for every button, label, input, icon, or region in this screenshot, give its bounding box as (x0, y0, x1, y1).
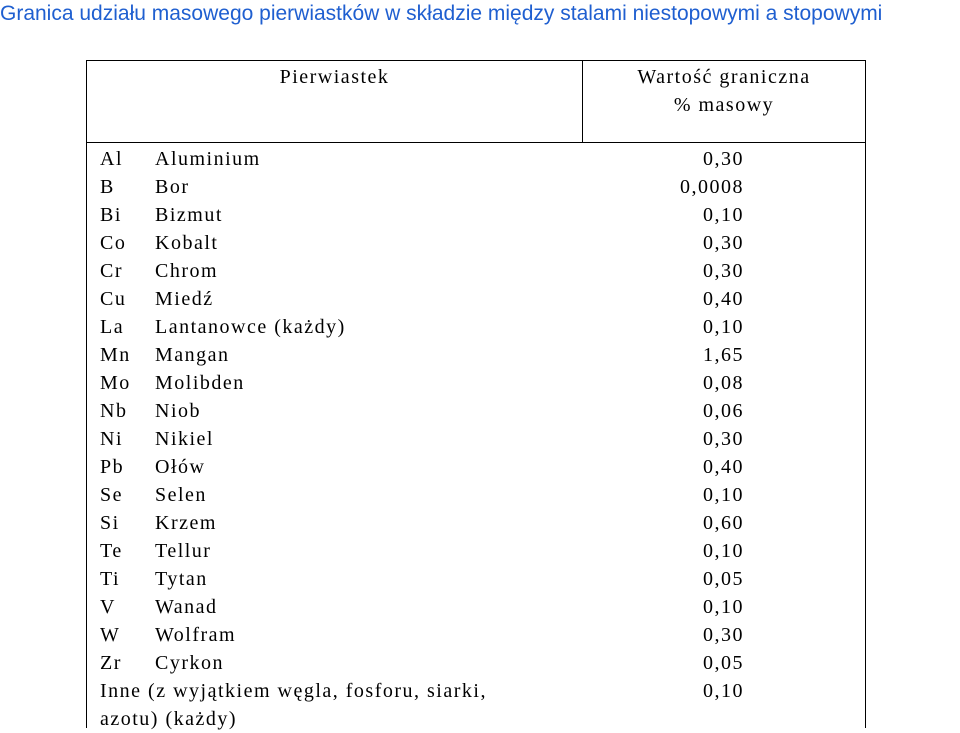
elements-table (86, 60, 866, 728)
element-symbol: Cu (100, 288, 127, 310)
element-name: Kobalt (155, 232, 219, 254)
element-symbol: B (100, 176, 115, 198)
element-name: Krzem (155, 512, 217, 534)
limit-value: 0,10 (703, 204, 744, 226)
table-row (87, 173, 865, 201)
limit-value: 0,05 (703, 568, 744, 590)
limit-value: 0,05 (703, 652, 744, 674)
table-row (87, 649, 865, 677)
table-row (87, 369, 865, 397)
table-row (87, 341, 865, 369)
other-elements-line2: azotu) (każdy) (100, 708, 238, 730)
limit-value: 0,30 (703, 148, 744, 170)
element-name: Lantanowce (każdy) (155, 316, 346, 338)
element-name: Selen (155, 484, 207, 506)
element-name: Niob (155, 400, 201, 422)
limit-value: 0,30 (703, 624, 744, 646)
limit-value: 0,10 (703, 596, 744, 618)
limit-value: 0,10 (703, 484, 744, 506)
limit-value: 1,65 (703, 344, 744, 366)
table-row (87, 537, 865, 565)
element-name: Bizmut (155, 204, 223, 226)
element-name: Nikiel (155, 428, 214, 450)
column-header-limit-line2: % masowy (673, 94, 775, 116)
element-name: Wolfram (155, 624, 237, 646)
table-row (87, 229, 865, 257)
element-symbol: Nb (100, 400, 128, 422)
element-name: Ołów (155, 456, 206, 478)
limit-value: 0,60 (703, 512, 744, 534)
element-name: Chrom (155, 260, 219, 282)
table-row (87, 593, 865, 621)
element-name: Aluminium (155, 148, 261, 170)
table-row (87, 257, 865, 285)
column-header-limit (583, 61, 865, 119)
header-divider (87, 142, 865, 143)
limit-value: 0,30 (703, 260, 744, 282)
table-row (87, 397, 865, 425)
limit-value: 0,0008 (680, 176, 744, 198)
limit-value: 0,06 (703, 400, 744, 422)
limit-value: 0,10 (703, 680, 744, 702)
table-row (87, 285, 865, 313)
element-symbol: Al (100, 148, 123, 170)
element-name: Bor (155, 176, 190, 198)
element-symbol: Zr (100, 652, 122, 674)
table-row (87, 509, 865, 537)
limit-value: 0,10 (703, 540, 744, 562)
limit-value: 0,30 (703, 232, 744, 254)
element-name: Molibden (155, 372, 245, 394)
element-name: Tytan (155, 568, 208, 590)
limit-value: 0,10 (703, 316, 744, 338)
element-symbol: Ti (100, 568, 121, 590)
table-row (87, 313, 865, 341)
element-symbol: Mn (100, 344, 131, 366)
limit-value: 0,40 (703, 288, 744, 310)
page-title: Granica udziału masowego pierwiastków w składzie między stalami niestopowymi a stopowymi (0, 2, 883, 25)
element-symbol: W (100, 624, 121, 646)
element-name: Cyrkon (155, 652, 224, 674)
table-row (87, 621, 865, 649)
element-symbol: V (100, 596, 116, 618)
element-symbol: Si (100, 512, 120, 534)
element-symbol: La (100, 316, 125, 338)
element-name: Wanad (155, 596, 218, 618)
element-symbol: Mo (100, 372, 131, 394)
table-row (87, 481, 865, 509)
table-row (87, 201, 865, 229)
element-symbol: Ni (100, 428, 123, 450)
table-row (87, 565, 865, 593)
element-symbol: Co (100, 232, 127, 254)
column-header-limit-line1: Wartość graniczna (637, 66, 811, 88)
element-name: Miedź (155, 288, 214, 310)
element-name: Mangan (155, 344, 230, 366)
table-row (87, 145, 865, 173)
other-elements-line1: Inne (z wyjątkiem węgla, fosforu, siarki, (100, 680, 487, 702)
element-symbol: Te (100, 540, 123, 562)
element-symbol: Cr (100, 260, 123, 282)
table-row (87, 453, 865, 481)
element-name: Tellur (155, 540, 212, 562)
element-symbol: Pb (100, 456, 125, 478)
table-body (87, 145, 865, 733)
limit-value: 0,40 (703, 456, 744, 478)
element-symbol: Se (100, 484, 123, 506)
column-header-element: Pierwiastek (279, 66, 390, 88)
element-symbol: Bi (100, 204, 122, 226)
limit-value: 0,30 (703, 428, 744, 450)
table-row (87, 425, 865, 453)
limit-value: 0,08 (703, 372, 744, 394)
